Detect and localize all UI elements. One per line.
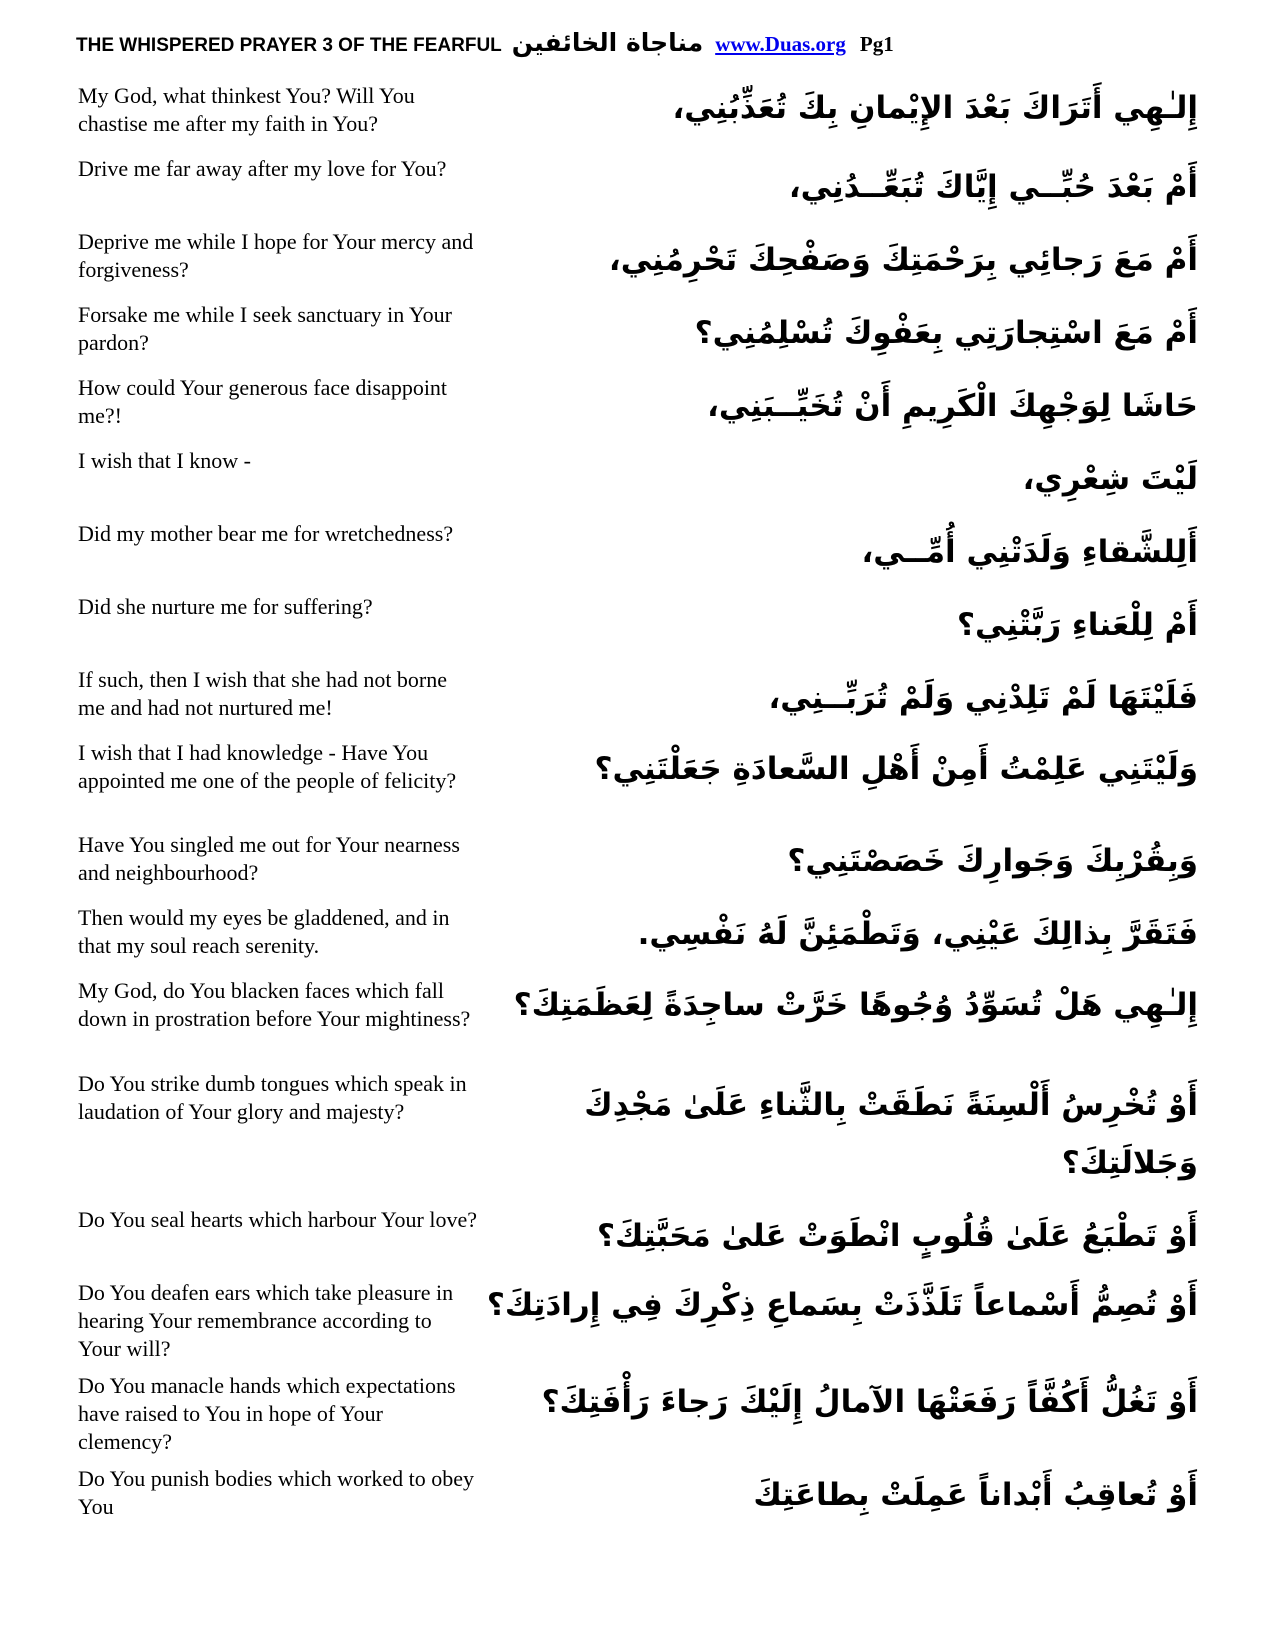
verse-english: I wish that I had knowledge - Have You appointed me one of the people of felicity? xyxy=(78,740,457,793)
website-link[interactable]: www.Duas.org xyxy=(715,32,846,56)
verse-english: Did she nurture me for suffering? xyxy=(78,594,373,619)
verse-english: I wish that I know - xyxy=(78,448,251,473)
verse-arabic: أَوْ تُخْرِسُ أَلْسِنَةً نَطَقَتْ بِالثَّناءِ عَلَىٰ مَجْدِكَ وَجَلالَتِكَ؟ xyxy=(584,1087,1198,1181)
verse-arabic: أَوْ تُصِمُّ أَسْماعاً تَلَذَّذَتْ بِسَماعِ ذِكْرِكَ فِي إِرادَتِكَ؟ xyxy=(486,1287,1198,1323)
verse-english: Have You singled me out for Your nearness and neighbourhood? xyxy=(78,832,460,885)
verse-arabic: أَمْ مَعَ اسْتِجارَتِي بِعَفْوِكَ تُسْلِمُنِي؟ xyxy=(694,315,1198,351)
verse-arabic: وَلَيْتَنِي عَلِمْتُ أَمِنْ أَهْلِ السَّعادَةِ جَعَلْتَنِي؟ xyxy=(594,751,1198,787)
verse-english: Do You punish bodies which worked to obey You xyxy=(78,1466,474,1519)
verse-arabic: إِلـٰهِي أَتَرَاكَ بَعْدَ الإِيْمانِ بِكَ تُعَذِّبُنِي، xyxy=(672,90,1198,126)
verse-english: If such, then I wish that she had not borne me and had not nurtured me! xyxy=(78,667,448,720)
verse-english: Do You seal hearts which harbour Your love? xyxy=(78,1207,478,1232)
verse-arabic: أَمْ بَعْدَ حُبِّــي إِيَّاكَ تُبَعِّــدُنِي، xyxy=(788,169,1198,205)
verse-arabic: وَبِقُرْبِكَ وَجَوارِكَ خَصَصْتَنِي؟ xyxy=(787,843,1198,879)
verse-arabic: أَمْ مَعَ رَجائِي بِرَحْمَتِكَ وَصَفْحِكَ تَحْرِمُنِي، xyxy=(608,242,1198,278)
verse-arabic: فَتَقَرَّ بِذالِكَ عَيْنِي، وَتَطْمَئِنَّ لَهُ نَفْسِي. xyxy=(637,916,1198,952)
verse-arabic: فَلَيْتَهَا لَمْ تَلِدْنِي وَلَمْ تُرَبِّــنِي، xyxy=(768,680,1198,716)
verse-english: Do You manacle hands which expectations have raised to You in hope of Your clemency? xyxy=(78,1373,456,1454)
verse-arabic: أَوْ تَغُلُّ أَكُفَّاً رَفَعَتْهَا الآمالُ إِلَيْكَ رَجاءَ رَأْفَتِكَ؟ xyxy=(541,1384,1198,1420)
verse-arabic: أَوْ تُعاقِبُ أَبْداناً عَمِلَتْ بِطاعَتِكَ xyxy=(753,1477,1198,1513)
verse-english: Did my mother bear me for wretchedness? xyxy=(78,521,454,546)
verse-english: Drive me far away after my love for You? xyxy=(78,156,447,181)
verse-english: Forsake me while I seek sanctuary in Your pardon? xyxy=(78,302,452,355)
page-header xyxy=(76,28,894,68)
verse-english: Do You strike dumb tongues which speak in laudation of Your glory and majesty? xyxy=(78,1071,467,1124)
verse-arabic: أَوْ تَطْبَعُ عَلَىٰ قُلُوبٍ انْطَوَتْ عَلىٰ مَحَبَّتِكَ؟ xyxy=(597,1218,1198,1254)
verse-arabic: أَلِلشَّقاءِ وَلَدَتْنِي أُمِّــي، xyxy=(861,534,1198,570)
verse-arabic: حَاشَا لِوَجْهِكَ الْكَرِيمِ أَنْ تُخَيِّــبَنِي، xyxy=(707,388,1198,424)
verse-english: Do You deafen ears which take pleasure in hearing Your remembrance according to Your will? xyxy=(78,1280,454,1361)
verse-english: How could Your generous face disappoint me?! xyxy=(78,375,448,428)
verse-arabic: إِلـٰهِي هَلْ تُسَوِّدُ وُجُوهًا خَرَّتْ ساجِدَةً لِعَظَمَتِكَ؟ xyxy=(513,987,1198,1023)
verse-arabic: لَيْتَ شِعْرِي، xyxy=(1022,461,1198,497)
verse-arabic: أَمْ لِلْعَناءِ رَبَّتْنِي؟ xyxy=(956,607,1198,643)
verse-english: My God, what thinkest You? Will You chastise me after my faith in You? xyxy=(78,83,415,136)
verse-english: My God, do You blacken faces which fall down in prostration before Your mightiness? xyxy=(78,978,471,1031)
header-title-arabic: مناجاة الخائفين xyxy=(511,28,704,57)
verse-english: Then would my eyes be gladdened, and in that my soul reach serenity. xyxy=(78,905,450,958)
verse-english: Deprive me while I hope for Your mercy and forgiveness? xyxy=(78,229,474,282)
page-number: Pg1 xyxy=(859,32,894,56)
header-title: THE WHISPERED PRAYER 3 OF THE FEARFUL xyxy=(76,35,502,56)
